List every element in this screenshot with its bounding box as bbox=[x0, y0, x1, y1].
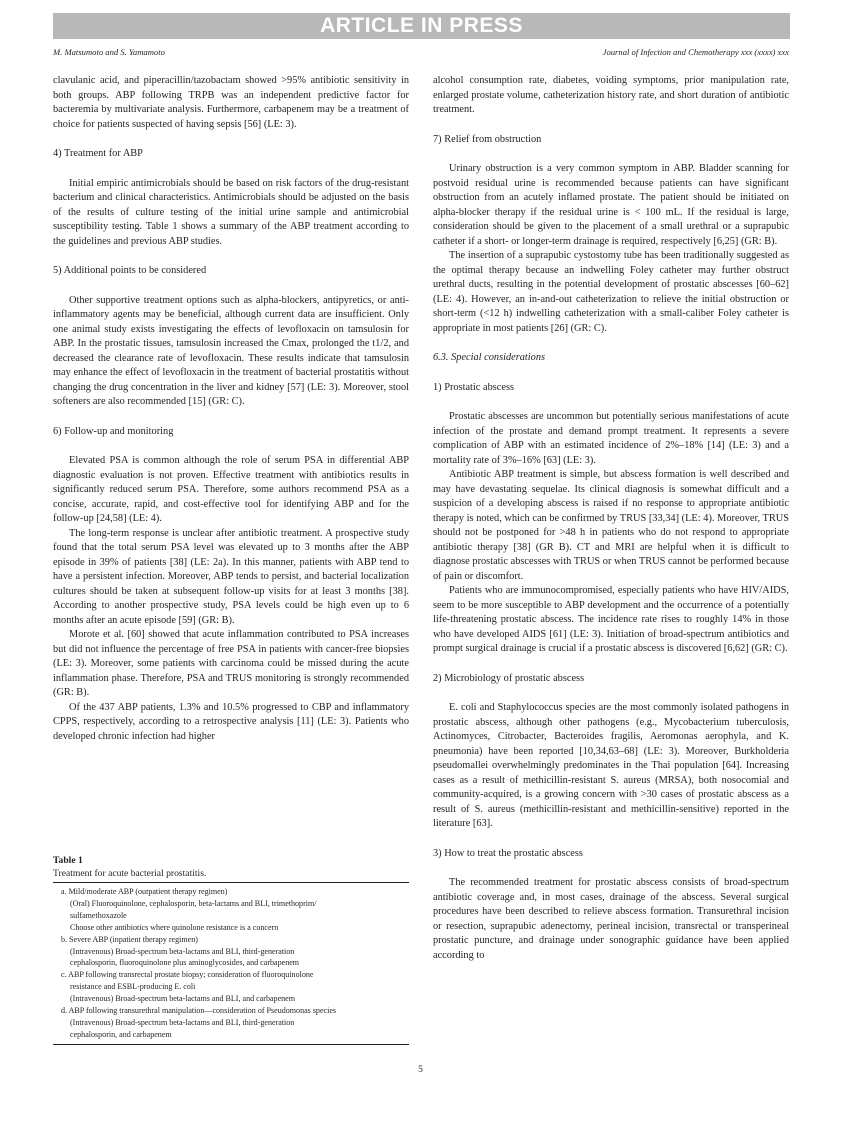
left-column bbox=[53, 74, 409, 744]
paragraph-elevated-psa: Elevated PSA is common although the role of serum PSA in differential ABP diagnostic evaluation is not proven. Effective treatment with antibiotics results in significantly reduced serum PSA. Therefore, some authors recommend PSA as a concise, accurate, rapid, and cost-effective tool for identifying ABP and for the follow-up [24,58] (LE: 4). bbox=[53, 455, 409, 524]
table-1 bbox=[53, 854, 409, 1045]
table-row: cephalosporin, and carbapenem bbox=[70, 1029, 172, 1039]
article-in-press-banner: ARTICLE IN PRESS bbox=[53, 13, 790, 39]
table-row: d. ABP following transurethral manipulation—consideration of Pseudomonas species bbox=[61, 1006, 337, 1016]
table-body bbox=[53, 883, 409, 1041]
table-title: Table 1 bbox=[53, 855, 83, 866]
heading-relief-from-obstruction: 7) Relief from obstruction bbox=[433, 133, 542, 145]
table-row: sulfamethoxazole bbox=[70, 910, 127, 920]
heading-special-considerations: 6.3. Special considerations bbox=[433, 352, 546, 363]
paragraph-suprapubic: The insertion of a suprapubic cystostomy tube has been traditionally suggested as the optimal therapy because an indwelling Foley catheter may further obstruct urethral ducts, resulting in the potential development of prostatic abscesses [60–62] (LE: 4). However, an in-and-out catheterization to relieve the initial obstruction or short-term (<12 h) indwelling catheterization with a small-caliber Foley catheter is appropriate in most patients [26] (GR: C). bbox=[433, 250, 789, 334]
table-row: resistance and ESBL-producing E. coli bbox=[70, 982, 196, 992]
paragraph-437-patients: Of the 437 ABP patients, 1.3% and 10.5% progressed to CBP and inflammatory CPPS, respectively, according to a retrospective analysis [11] (LE: 3). Patients who developed chronic infection had higher bbox=[53, 701, 409, 742]
paragraph-antibiotic-sensitivity: clavulanic acid, and piperacillin/tazobactam showed >95% antibiotic sensitivity in both groups. ABP following TRPB was an independent predictive factor for bacteremia by multivariate analysis. Furthermore, carbapenem may be a treatment of choice for patients suspected of having sepsis [56] (LE: 3). bbox=[53, 75, 409, 130]
page-number: 5 bbox=[418, 1065, 423, 1075]
heading-how-to-treat: 3) How to treat the prostatic abscess bbox=[433, 847, 583, 859]
table-bottom-rule bbox=[53, 1044, 409, 1045]
table-row: c. ABP following transrectal prostate biopsy; consideration of fluoroquinolone bbox=[61, 970, 314, 980]
table-caption: Treatment for acute bacterial prostatitis. bbox=[53, 868, 207, 879]
paragraph-pathogens: E. coli and Staphylococcus species are the most commonly isolated pathogens in prostatic abscess, although other pathogens (e.g., Mycobacterium tuberculosis, Actinomyces, Citrobacter, Bacteroides fragilis, Aeromonas aerophyla, and K. pneumonia) have been reported [10,34,63–68] (LE: 3). Moreover, Burkholderia pseudomallei overwhelmingly predominates in the Thai population [64]. Increasing cases as a result of methicillin-resistant S. aureus (MRSA), both nosocomial and community-acquired, is a growing concern with >30 cases of prostatic abscess as a result of S. aureus (methicillin-resistant and methicillin-sensitive) reported in the literature [63]. bbox=[433, 702, 789, 829]
paragraph-recommended-treatment: The recommended treatment for prostatic abscess consists of broad-spectrum antibiotic coverage and, in most cases, drainage of the abscess. Several surgical procedures have been described to relieve abscess formation. Transurethral incision or resection, suprapubic adenectomy, perineal incision, transrectal or transperineal prostatic puncture, and drainage under sonographic guidance have been applied according to bbox=[433, 877, 789, 961]
paragraph-risk-factors: alcohol consumption rate, diabetes, voiding symptoms, prior manipulation rate, enlarged prostate volume, catheterization history rate, and short duration of antibiotic treatment. bbox=[433, 75, 789, 115]
heading-microbiology: 2) Microbiology of prostatic abscess bbox=[433, 672, 585, 684]
running-head-authors: M. Matsumoto and S. Yamamoto bbox=[53, 47, 165, 57]
paragraph-immunocompromised: Patients who are immunocompromised, especially patients who have HIV/AIDS, seem to be more susceptible to ABP development and the occurrence of a potentially life-threatening prostatic abscess. The incidence rate rises to roughly 14% in those who have developed AIDS [61] (LE: 3). Initiation of broad-spectrum antibiotics and prompt surgical drainage is crucial if a prostatic abscess is discovered [6,62] (GR: C). bbox=[433, 585, 789, 654]
paragraph-morote: Morote et al. [60] showed that acute inflammation contributed to PSA increases but did not influence the percentage of free PSA in patients with cancer-free biopsies (LE: 3). Moreover, some patients with carcinoma could be missed during the acute inflammation phase. Therefore, PSA and TRUS monitoring is strongly recommended (GR: B). bbox=[53, 629, 409, 698]
heading-follow-up: 6) Follow-up and monitoring bbox=[53, 425, 174, 437]
table-row: (Intravenous) Broad-spectrum beta-lactams and BLI, third-generation bbox=[70, 946, 295, 956]
table-row: (Oral) Fluoroquinolone, cephalosporin, beta-lactams and BLI, trimethoprim/ bbox=[70, 898, 317, 908]
paragraph-initial-empiric: Initial empiric antimicrobials should be based on risk factors of the drug-resistant bacterium and clinical characteristics. Antimicrobials should be adjusted on the basis of the results of culture testing of the initial urine sample and antimicrobial susceptibility testing. Table 1 shows a summary of the ABP treatment according to the guidelines and previous ABP studies. bbox=[53, 177, 409, 247]
paragraph-abscess-uncommon: Prostatic abscesses are uncommon but potentially serious manifestations of acute infection of the prostate and demand prompt treatment. It represents a severe complication of ABP with an estimated incidence of 2%–18% [14] (LE: 3) and a mortality rate of 3%–16% [63] (LE: 3). bbox=[433, 411, 789, 466]
heading-treatment-for-abp: 4) Treatment for ABP bbox=[53, 148, 143, 159]
paragraph-abscess-diagnosis: Antibiotic ABP treatment is simple, but abscess formation is well described and may have devastating sequelae. Its clinical diagnosis is somewhat difficult and a suspicion of a developing abscess is raised if no response to appropriate antibiotic therapy is noted, which can be confirmed by TRUS [33,34] (LE: 4). Moreover, TRUS should not be postponed for >48 h in patients who do not respond to appropriate antibiotic therapy [38] (GR B). CT and MRI are helpful when it is difficult to diagnose prostatic abscesses with TRUS or when TRUS cannot be performed because of pain or discomfort. bbox=[433, 469, 789, 582]
heading-additional-points: 5) Additional points to be considered bbox=[53, 265, 207, 276]
heading-prostatic-abscess: 1) Prostatic abscess bbox=[433, 381, 515, 393]
paragraph-supportive-treatment: Other supportive treatment options such as alpha-blockers, antipyretics, or anti-inflammatory agents may be beneficial, although current data are insufficient. Only one animal study exists investigating the effects of levofloxacin on tamsulosin for ABP. In the prostatic tissues, tamsulosin increased the Cmax, prolonged the t1/2, and decreased the clearance rate of levofloxacin. These results indicate that tamsulosin may enhance the effect of levofloxacin in the treatment of bacterial prostatitis without changing the drug concentration in the liver and kidney [57] (LE: 3). Moreover, stool softeners are also recommended [15] (GR: C). bbox=[53, 294, 409, 407]
running-head-journal: Journal of Infection and Chemotherapy xxx (xxxx) xxx bbox=[602, 47, 789, 57]
table-row: (Intravenous) Broad-spectrum beta-lactams and BLI, and carbapenem bbox=[70, 994, 295, 1004]
right-column bbox=[433, 74, 789, 963]
table-row: a. Mild/moderate ABP (outpatient therapy regimen) bbox=[61, 887, 228, 896]
paragraph-urinary-obstruction: Urinary obstruction is a very common symptom in ABP. Bladder scanning for postvoid residual urine is recommended because patients can have significant obstruction from an acutely inflamed prostate. The patient should be initiated on alpha-blocker therapy if the residual urine is < 100 mL. If the residual is large, consideration should be given to the placement of a small urethral or a suprapubic catheter if a short- or longer-term drainage is required, respectively [6,25] (GR: B). bbox=[433, 163, 789, 247]
table-row: (Intravenous) Broad-spectrum beta-lactams and BLI, third-generation bbox=[70, 1017, 295, 1027]
table-row: Choose other antibiotics where quinolone resistance is a concern bbox=[70, 922, 279, 932]
table-row: cephalosporin, fluoroquinolone plus aminoglycosides, and carbapenem bbox=[70, 958, 300, 968]
table-row: b. Severe ABP (inpatient therapy regimen) bbox=[61, 934, 198, 944]
paragraph-long-term-response: The long-term response is unclear after antibiotic treatment. A prospective study found that the total serum PSA level was elevated up to 3 months after the ABP episode in 39% of patients [38] (LE: 2a). In this manner, patients with ABP tend to have a persistent infection. Moreover, ABP tends to persist, and bacterial localization cultures should be taken at subsequent follow-up visits for at least 3 months [38]. According to another prospective study, PSA levels could be high even up to 6 months after an acute episode [59] (GR: B). bbox=[53, 527, 409, 626]
